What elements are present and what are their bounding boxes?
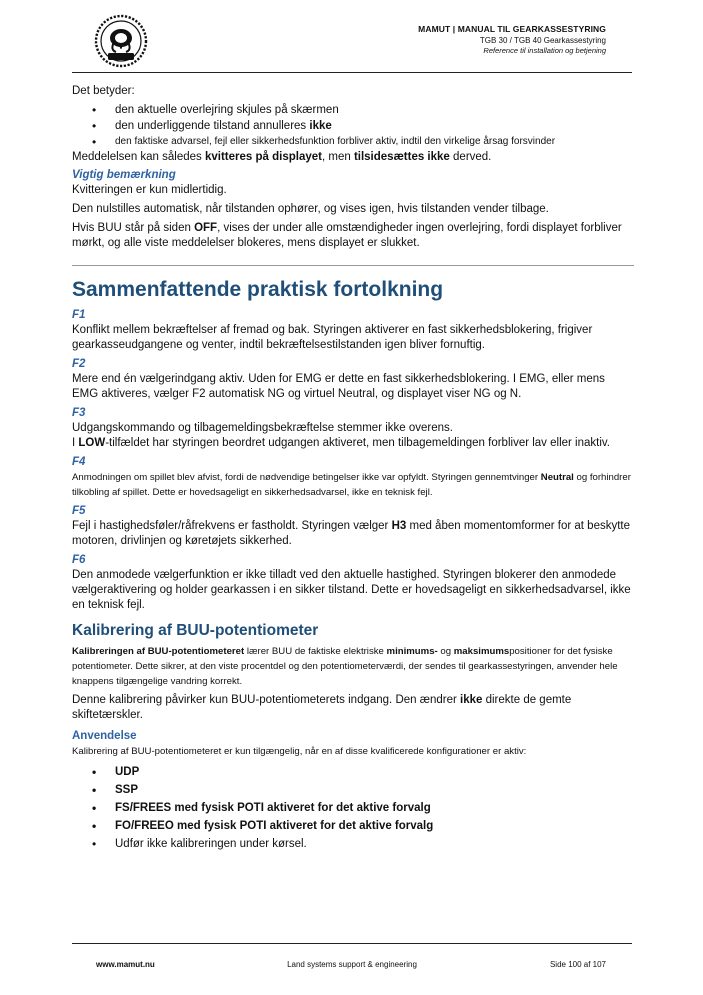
mammoth-emblem-icon (94, 14, 148, 68)
calibration-intro: Kalibreringen af BUU-potentiometeret lærer BUU de faktiske elektriske minimums- og maksimumspositioner for det fysiske potentiometer. Dette sikrer, at den viste procentdel og den potentiometerværdi, der sendes til gearkassestyringen, anvender hele knappens tilgængelige vandring korrekt. (72, 646, 618, 687)
configuration-list (72, 763, 634, 853)
header-text (418, 24, 606, 55)
configuration-item: • SSP (72, 781, 634, 799)
intro-bullet: • den faktiske advarsel, fejl eller sikkerhedsfunktion forbliver aktiv, indtil den virkelige årsag forsvinder (72, 134, 634, 150)
page-content (72, 84, 634, 853)
fault-text-f2: Mere end én vælgerindgang aktiv. Uden for EMG er dette en fast sikkerhedsblokering. I EMG, eller mens EMG aktiveres, vælger F2 automatisk NG og virtuel Neutral, og displayet viser NG og N. (72, 373, 605, 400)
intro-lead: Det betyder: (72, 85, 135, 97)
manual-subtitle: TGB 30 / TGB 40 Gearkassestyring (479, 36, 606, 45)
fault-code-f4: F4 (72, 456, 86, 468)
reset-text: Den nulstilles automatisk, når tilstanden ophører, og vises igen, hvis tilstanden vender tilbage. (72, 203, 549, 215)
page-header (72, 14, 632, 72)
note-title: Vigtig bemærkning (72, 169, 176, 181)
footer-page-number: Side 100 af 107 (549, 960, 606, 969)
fault-text-f6: Den anmodede vælgerfunktion er ikke tilladt ved den aktuelle hastighed. Styringen blokerer den anmodede vælgeraktivering og holder gearkassen i en sikker tilstand. Dette er hovedsageligt en sikkerhedsadvarsel, ikke en teknisk fejl. (72, 569, 631, 611)
fault-text-f3-detail: I LOW-tilfældet har styringen beordret udgangen aktiveret, men tilbagemeldingen forbliver lav eller inaktiv. (72, 437, 610, 449)
usage-heading: Anvendelse (72, 730, 137, 742)
configuration-warning: • Udfør ikke kalibreringen under kørsel. (72, 835, 634, 853)
fault-text-f4: Anmodningen om spillet blev afvist, fordi de nødvendige betingelser ikke var opfyldt. Styringen gennemtvinger Neutral og forhindrer tilkobling af spillet. Dette er hovedsageligt en sikkerhedsadvarsel, ikke en teknisk fejl. (72, 472, 631, 498)
intro-bullet: • den aktuelle overlejring skjules på skærmen (72, 102, 634, 118)
calibration-scope: Denne kalibrering påvirker kun BUU-potentiometerets indgang. Den ændrer ikke direkte de gemte skiftetærskler. (72, 694, 572, 721)
configuration-item: • FO/FREEO med fysisk POTI aktiveret for det aktive forvalg (72, 817, 634, 835)
fault-code-f1: F1 (72, 309, 86, 321)
fault-code-f6: F6 (72, 554, 86, 566)
fault-text-f1: Konflikt mellem bekræftelser af fremad og bak. Styringen aktiverer en fast sikkerhedsblokering, frigiver gearkasseudgangene og venter, indtil bekræftelsestilstanden igen bliver fornuftig. (72, 324, 593, 351)
manual-reference: Reference til installation og betjening (483, 46, 606, 55)
intro-bullet-list (72, 102, 634, 150)
usage-text: Kalibrering af BUU-potentiometeret er kun tilgængelig, når en af disse kvalificerede konfigurationer er aktiv: (72, 746, 527, 757)
intro-bullet: • den underliggende tilstand annulleres ikke (72, 118, 634, 134)
fault-text-f3: Udgangskommando og tilbagemeldingsbekræftelse stemmer ikke overens. (72, 422, 453, 434)
section-divider (72, 265, 634, 266)
footer-website-link[interactable]: www.mamut.nu (96, 960, 155, 969)
note-text: Kvitteringen er kun midlertidig. (72, 184, 227, 196)
summary-heading: Sammenfattende praktisk fortolkning (72, 278, 444, 301)
fault-code-f2: F2 (72, 358, 86, 370)
calibration-heading: Kalibrering af BUU-potentiometer (72, 622, 319, 639)
fault-code-f3: F3 (72, 407, 86, 419)
fault-code-f5: F5 (72, 505, 86, 517)
fault-text-f5: Fejl i hastighedsføler/råfrekvens er fastholdt. Styringen vælger H3 med åben momentomformer for at beskytte motoren, drivlinjen og køretøjets sikkerhed. (72, 520, 631, 547)
footer-divider (72, 943, 632, 944)
manual-title: MAMUT | MANUAL TIL GEARKASSESTYRING (418, 24, 606, 34)
configuration-item: • UDP (72, 763, 634, 781)
header-divider (72, 72, 632, 73)
configuration-item: • FS/FREES med fysisk POTI aktiveret for det aktive forvalg (72, 799, 634, 817)
footer-company: Land systems support & engineering (287, 960, 417, 969)
off-paragraph: Hvis BUU står på siden OFF, vises der under alle omstændigheder ingen overlejring, fordi displayet forbliver mørkt, og alle viste meddelelser blokeres, mens displayet er slukket. (72, 222, 622, 249)
ack-paragraph: Meddelelsen kan således kvitteres på displayet, men tilsidesættes ikke derved. (72, 151, 492, 163)
